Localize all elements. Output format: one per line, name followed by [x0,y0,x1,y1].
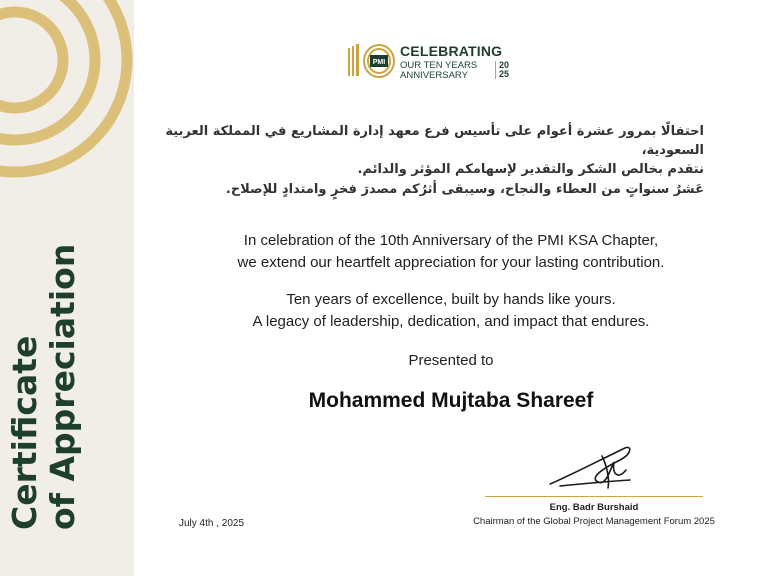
english-p1-line-2: we extend our heartfelt appreciation for your lasting contribution. [237,254,665,271]
english-p2-line-1: Ten years of excellence, built by hands like yours. [286,291,616,308]
presented-to-label: Presented to [408,352,494,369]
arabic-line-3: عَشرُ سنواتٍ من العطاء والنجاح، وسيبقى أثرُكم مصدرَ فخرٍ وامتدادٍ للإصلاح. [225,182,704,197]
decorative-sidebar [0,0,134,576]
logo-year [495,61,509,79]
logo-celebrating: CELEBRATING [400,43,503,59]
arabic-line-2: نتقدم بخالص الشكر والتقدير لإسهامكم المؤثر والدائم. [357,162,704,177]
logo-line-anniversary: ANNIVERSARY [400,69,468,81]
english-p2-line-2: A legacy of leadership, dedication, and impact that endures. [252,313,650,330]
logo-line-ten-years: OUR TEN YEARS [400,60,478,71]
signer-title: Chairman of the Global Project Management Forum 2025 [473,516,715,527]
pmi-badge: PMI [372,59,386,66]
anniversary-logo [346,42,526,82]
arabic-line-1: احتفالًا بمرور عشرة أعوام على تأسيس فرع معهد إدارة المشاريع في المملكة العربية السعودية، [165,124,704,158]
logo-year-top: 20 [499,60,510,70]
signature-line [485,496,703,497]
english-p1-line-1: In celebration of the 10th Anniversary of the PMI KSA Chapter, [243,232,659,249]
certificate-vertical-title [6,10,82,530]
recipient-name: Mohammed Mujtaba Shareef [308,389,594,412]
title-line-1: Certificate [5,335,44,530]
arabic-paragraph-1 [144,122,704,179]
english-paragraph-1 [134,230,768,274]
signer-name: Eng. Badr Burshaid [549,502,639,513]
ten-years-emblem-icon [346,42,398,80]
certificate-date: July 4th , 2025 [179,518,245,529]
signature-image [540,440,640,496]
logo-subtitle [400,61,477,80]
title-line-2: of Appreciation [43,243,82,530]
logo-year-bottom: 25 [499,69,510,79]
english-paragraph-2 [134,289,768,333]
